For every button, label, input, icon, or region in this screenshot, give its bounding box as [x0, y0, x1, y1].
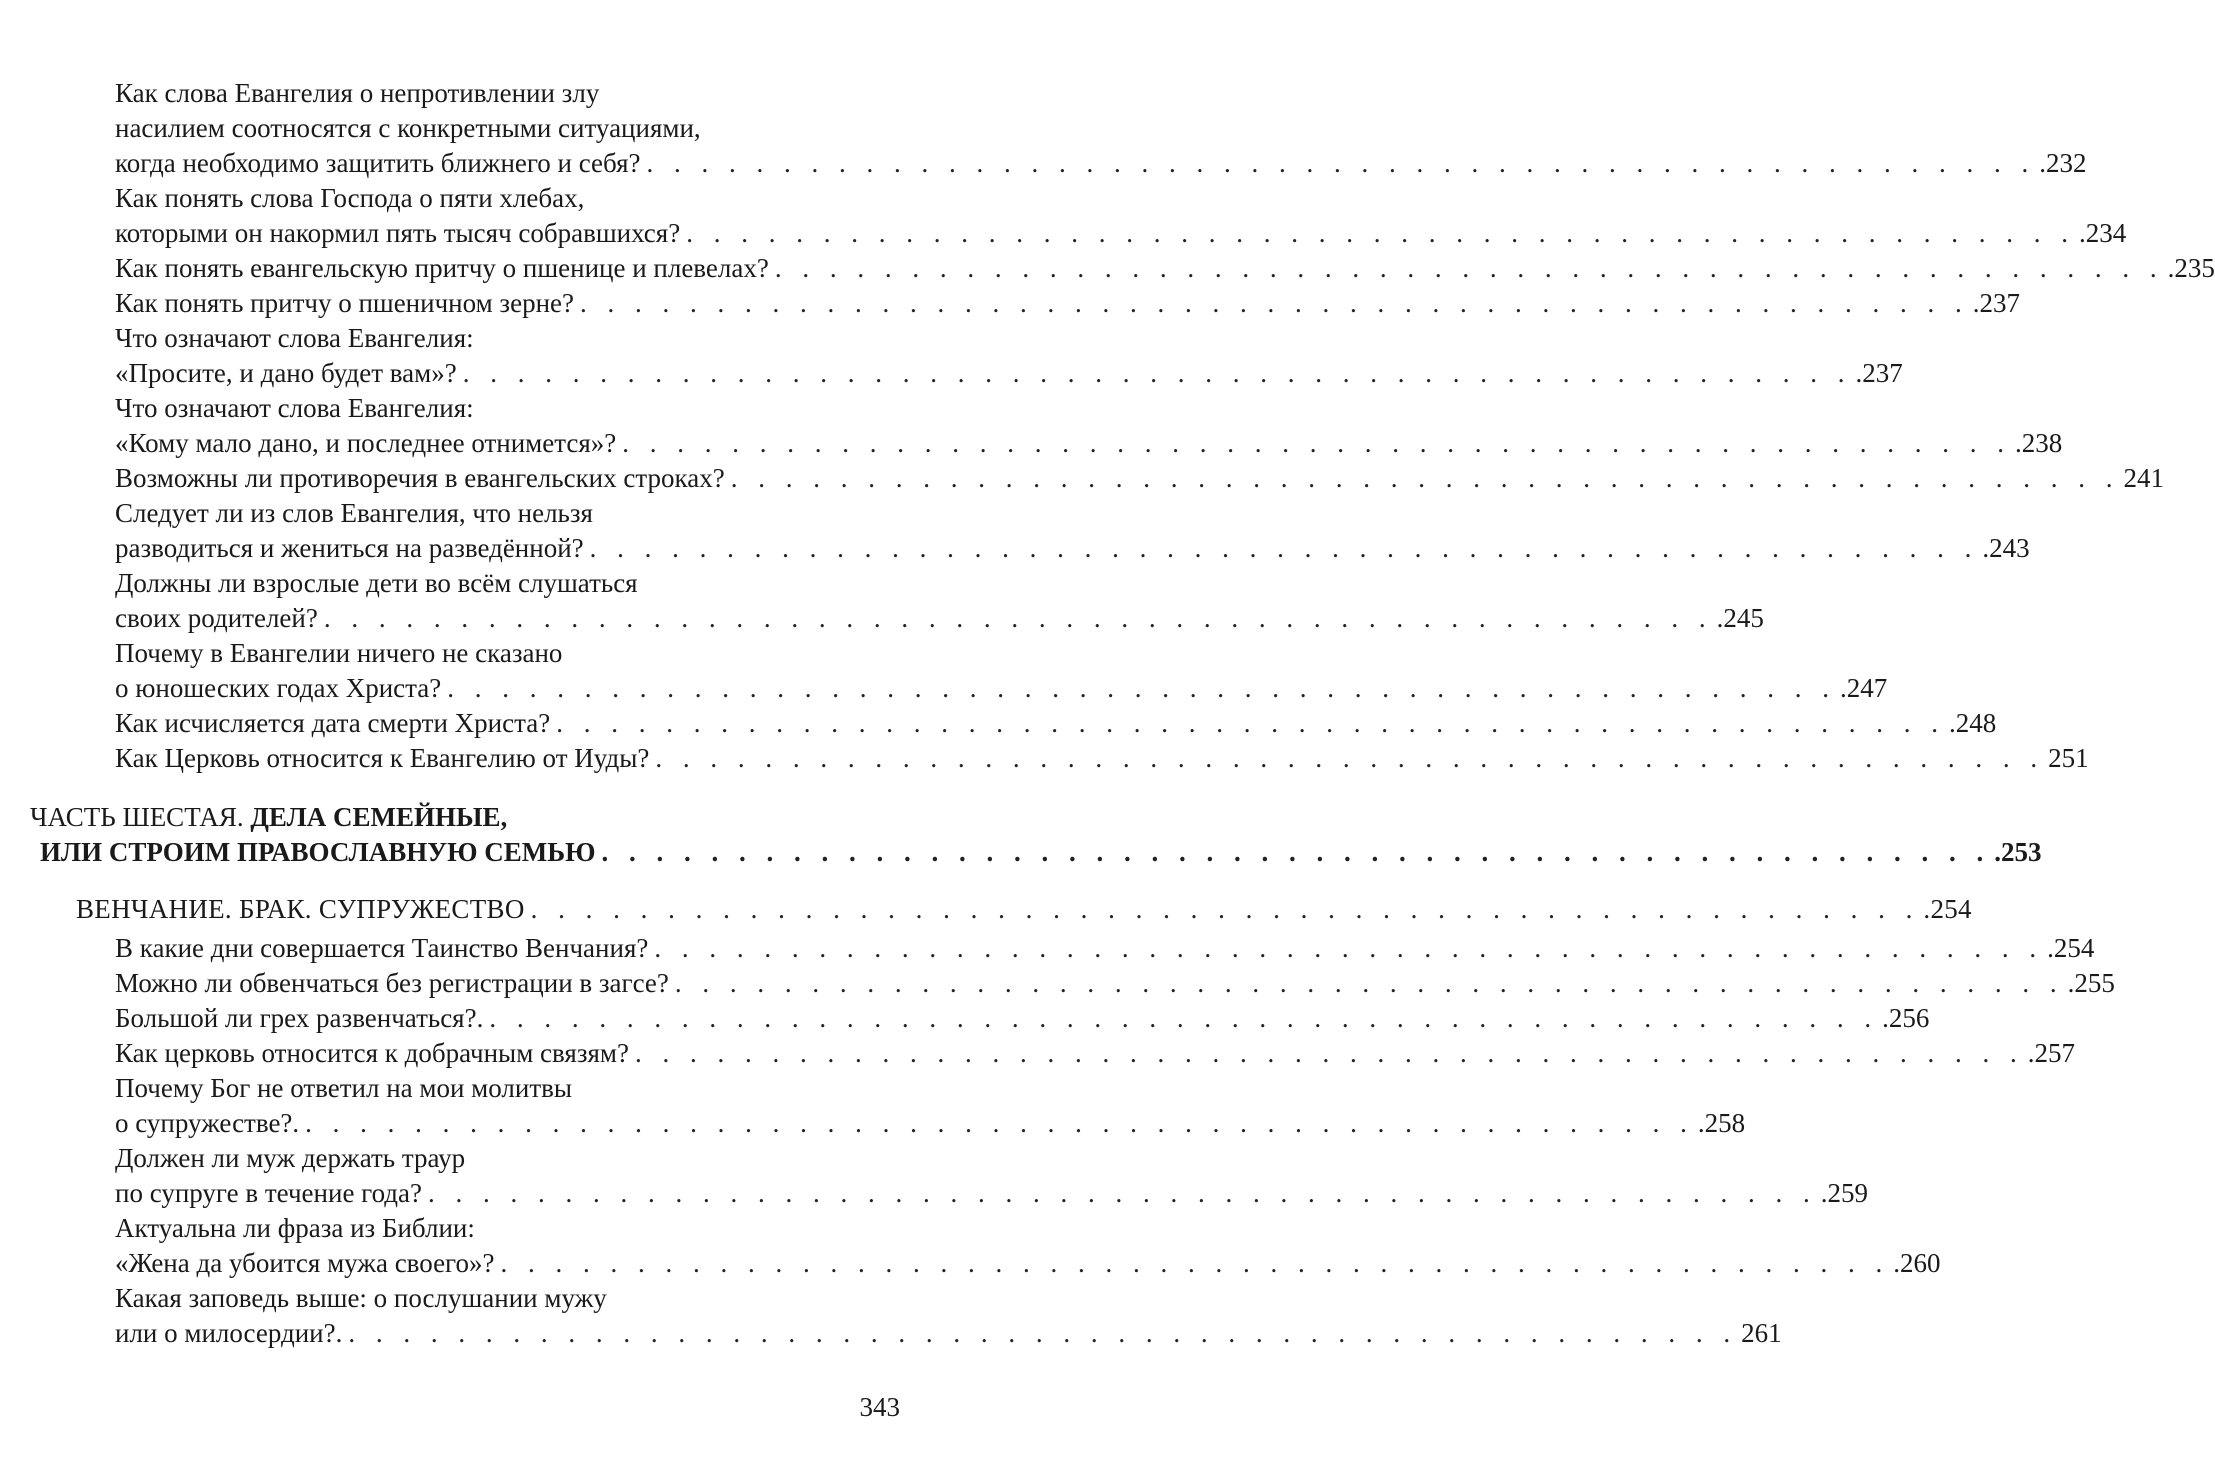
toc-entry-text: В какие дни совершается Таинство Венчания? [115, 933, 649, 963]
toc-entry-text: Как церковь относится к добрачным связям? [115, 1038, 629, 1068]
part-heading-line2 [40, 835, 2042, 870]
toc-entry-text: или о милосердии?. [115, 1318, 343, 1348]
toc-entry-text: о супружестве?. [115, 1108, 300, 1138]
part-title: ДЕЛА СЕМЕЙНЫЕ, [250, 802, 508, 832]
toc-entry-last-line [115, 461, 2164, 496]
section-page-ref: .254 [1923, 894, 1972, 924]
dot-leader: . . . . . . . . . . . . . . . . . . . . . . . . . . . . . . . . . . . . . . . . . . . . . . . . . . . [634, 1038, 2024, 1068]
toc-entry-last-line [115, 1036, 2075, 1071]
toc-entry [0, 1001, 1930, 1036]
table-of-contents [0, 76, 2215, 1351]
dot-leader: . . . . . . . . . . . . . . . . . . . . . . . . . . . . . . . . . . . . . . . . . . . . . . . . . . . [622, 428, 2011, 458]
dot-leader: . . . . . . . . . . . . . . . . . . . . . . . . . . . . . . . . . . . . . . . . . . . . . . . . . . . [589, 533, 1979, 563]
toc-entry [0, 706, 1997, 741]
toc-entry [0, 966, 2115, 1001]
toc-entry-last-line [115, 1001, 1930, 1036]
toc-entry-last-line [115, 601, 1764, 636]
dot-leader: . . . . . . . . . . . . . . . . . . . . . . . . . . . . . . . . . . . . . . . . . . . . . . . . . . . [646, 148, 2036, 178]
toc-entry [0, 76, 2087, 181]
toc-page-ref: 241 [2123, 463, 2164, 493]
dot-leader: . . . . . . . . . . . . . . . . . . . . . . . . . . . . . . . . . . . . . . . . . . . . . . . . . . . [462, 358, 1852, 388]
toc-entry-last-line [115, 706, 1997, 741]
dot-leader: . . . . . . . . . . . . . . . . . . . . . . . . . . . . . . . . . . . . . . . . . . . . . . . . . . . [674, 968, 2064, 998]
toc-entry-text: Как исчисляется дата смерти Христа? [115, 708, 551, 738]
toc-entry [0, 1036, 2075, 1071]
toc-page-ref: .248 [1948, 708, 1997, 738]
toc-entry-text: о юношеских годах Христа? [115, 673, 442, 703]
toc-page-ref: .255 [2067, 968, 2115, 998]
toc-entry-last-line [115, 531, 2030, 566]
toc-entry-last-line [115, 1106, 1746, 1141]
toc-entry-last-line [115, 216, 2127, 251]
toc-entry-line: Какая заповедь выше: о послушании мужу [115, 1283, 607, 1313]
toc-page-ref: .234 [2078, 218, 2127, 248]
dot-leader: . . . . . . . . . . . . . . . . . . . . . . . . . . . . . . . . . . . . . . . . . . . . . . . . . . . [580, 288, 1969, 318]
dot-leader: . . . . . . . . . . . . . . . . . . . . . . . . . . . . . . . . . . . . . . . . . . . . . . . . . . . [500, 1248, 1890, 1278]
toc-entry-last-line [115, 286, 2020, 321]
toc-entry-text: Возможны ли противоречия в евангельских строках? [115, 463, 725, 493]
dot-leader: . . . . . . . . . . . . . . . . . . . . . . . . . . . . . . . . . . . . . . . . . . . . . . . . . . . [447, 673, 1836, 703]
section-title: ВЕНЧАНИЕ. БРАК. СУПРУЖЕСТВО [76, 894, 525, 924]
toc-entry [0, 1141, 1869, 1211]
toc-page-ref: .254 [2047, 933, 2095, 963]
toc-entry-text: разводиться и жениться на разведённой? [115, 533, 584, 563]
toc-entry [0, 1071, 1746, 1141]
toc-entry-last-line [115, 146, 2087, 181]
toc-entry-last-line [115, 1316, 1782, 1351]
toc-entry-last-line [115, 741, 2089, 776]
dot-leader: . . . . . . . . . . . . . . . . . . . . . . . . . . . . . . . . . . . . . . . . . . . . . . . . . . . [530, 894, 1920, 924]
dot-leader: . . . . . . . . . . . . . . . . . . . . . . . . . . . . . . . . . . . . . . . . . . . . . . . . . . . [654, 933, 2044, 963]
dot-leader: . . . . . . . . . . . . . . . . . . . . . . . . . . . . . . . . . . . . . . . . . . . . . . . . . . . [686, 218, 2075, 248]
toc-entry-line: Должны ли взрослые дети во всём слушаться [115, 568, 638, 598]
toc-entry-last-line [115, 1246, 1941, 1281]
toc-entry [0, 931, 2095, 966]
toc-entry-last-line [115, 426, 2063, 461]
toc-page-ref: .237 [1855, 358, 1903, 388]
toc-page-ref: .260 [1893, 1248, 1941, 1278]
toc-entry [0, 391, 2063, 461]
toc-entry-line: Должен ли муж держать траур [115, 1143, 466, 1173]
toc-page-ref: .243 [1982, 533, 2030, 563]
toc-entry-line: насилием соотносятся с конкретными ситуациями, [115, 113, 701, 143]
toc-entry [0, 461, 2164, 496]
toc-entry [0, 251, 2215, 286]
toc-entry-text: Как понять притчу о пшеничном зерне? [115, 288, 574, 318]
part-heading-line1 [30, 800, 898, 835]
toc-page-ref: .256 [1882, 1003, 1930, 1033]
toc-page-ref: .238 [2015, 428, 2063, 458]
section-heading [76, 892, 1972, 927]
toc-entry [0, 741, 2089, 776]
toc-entry-line: Почему в Евангелии ничего не сказано [115, 638, 563, 668]
toc-entry-line: Почему Бог не ответил на мои молитвы [115, 1073, 573, 1103]
toc-entry-text: Как понять евангельскую притчу о пшенице и плевелах? [115, 253, 769, 283]
toc-entry-last-line [115, 1176, 1869, 1211]
toc-entry-text: Можно ли обвенчаться без регистрации в загсе? [115, 968, 669, 998]
part-title-continued: ИЛИ СТРОИМ ПРАВОСЛАВНУЮ СЕМЬЮ [40, 837, 596, 867]
page-number: 343 [859, 1392, 900, 1422]
toc-entry-text: «Просите, и дано будет вам»? [115, 358, 457, 388]
toc-page-ref: 251 [2048, 743, 2089, 773]
toc-entry-line: Актуальна ли фраза из Библии: [115, 1213, 475, 1243]
toc-page-ref: .257 [2027, 1038, 2075, 1068]
dot-leader: . . . . . . . . . . . . . . . . . . . . . . . . . . . . . . . . . . . . . . . . . . . . . . . . . . . [305, 1108, 1694, 1138]
toc-page-ref: .259 [1820, 1178, 1869, 1208]
dot-leader: . . . . . . . . . . . . . . . . . . . . . . . . . . . . . . . . . . . . . . . . . . . . . . . . . . . [655, 743, 2045, 773]
toc-entry [0, 636, 1888, 706]
dot-leader: . . . . . . . . . . . . . . . . . . . . . . . . . . . . . . . . . . . . . . . . . . . . . . . . . . . [556, 708, 1945, 738]
toc-page-ref: .245 [1716, 603, 1764, 633]
toc-entry [0, 566, 1764, 636]
toc-entry [0, 1281, 1782, 1351]
dot-leader: . . . . . . . . . . . . . . . . . . . . . . . . . . . . . . . . . . . . . . . . . . . . . . . . . . . [428, 1178, 1817, 1208]
toc-page-ref: .258 [1697, 1108, 1746, 1138]
dot-leader: . . . . . . . . . . . . . . . . . . . . . . . . . . . . . . . . . . . . . . . . . . . . . . . . . . . [348, 1318, 1738, 1348]
toc-entry-last-line [115, 931, 2095, 966]
dot-leader: . . . . . . . . . . . . . . . . . . . . . . . . . . . . . . . . . . . . . . . . . . . . . . . . . . . [601, 837, 1991, 867]
toc-entry-text: Как Церковь относится к Евангелию от Иуды? [115, 743, 650, 773]
toc-entry-line: Что означают слова Евангелия: [115, 393, 474, 423]
toc-page-ref: 261 [1741, 1318, 1782, 1348]
toc-page-ref: .237 [1972, 288, 2020, 318]
part-prefix: ЧАСТЬ ШЕСТАЯ. [30, 802, 244, 832]
dot-leader: . . . . . . . . . . . . . . . . . . . . . . . . . . . . . . . . . . . . . . . . . . . . . . . . . . . [489, 1003, 1879, 1033]
toc-page-ref: .232 [2039, 148, 2087, 178]
toc-entry-line: Как слова Евангелия о непротивлении злу [115, 78, 600, 108]
toc-entry-last-line [115, 671, 1888, 706]
toc-entry-last-line [115, 966, 2115, 1001]
dot-leader: . . . . . . . . . . . . . . . . . . . . . . . . . . . . . . . . . . . . . . . . . . . . . . . . . . . [774, 253, 2164, 283]
toc-entry-text: по супруге в течение года? [115, 1178, 423, 1208]
toc-entry [0, 286, 2020, 321]
toc-entry-line: Что означают слова Евангелия: [115, 323, 474, 353]
toc-entry [0, 321, 1903, 391]
toc-entry-text: «Жена да убоится мужа своего»? [115, 1248, 495, 1278]
toc-entry [0, 496, 2030, 566]
toc-entry [0, 181, 2127, 251]
toc-entry-text: Большой ли грех развенчаться?. [115, 1003, 484, 1033]
toc-entry-last-line [115, 356, 1903, 391]
toc-page-ref: .235 [2167, 253, 2215, 283]
toc-entry-line: Как понять слова Господа о пяти хлебах, [115, 183, 585, 213]
dot-leader: . . . . . . . . . . . . . . . . . . . . . . . . . . . . . . . . . . . . . . . . . . . . . . . . . . . [730, 463, 2120, 493]
toc-page-ref: .247 [1840, 673, 1888, 703]
toc-entry-text: своих родителей? [115, 603, 318, 633]
dot-leader: . . . . . . . . . . . . . . . . . . . . . . . . . . . . . . . . . . . . . . . . . . . . . . . . . . . [323, 603, 1713, 633]
toc-entry-text: когда необходимо защитить ближнего и себя? [115, 148, 641, 178]
toc-entry [0, 1211, 1941, 1281]
toc-entry-text: «Кому мало дано, и последнее отнимется»? [115, 428, 617, 458]
toc-entry-text: которыми он накормил пять тысяч собравшихся? [115, 218, 681, 248]
toc-entry-line: Следует ли из слов Евангелия, что нельзя [115, 498, 593, 528]
part-page-ref: .253 [1994, 837, 2042, 867]
toc-entry-last-line [115, 251, 2215, 286]
